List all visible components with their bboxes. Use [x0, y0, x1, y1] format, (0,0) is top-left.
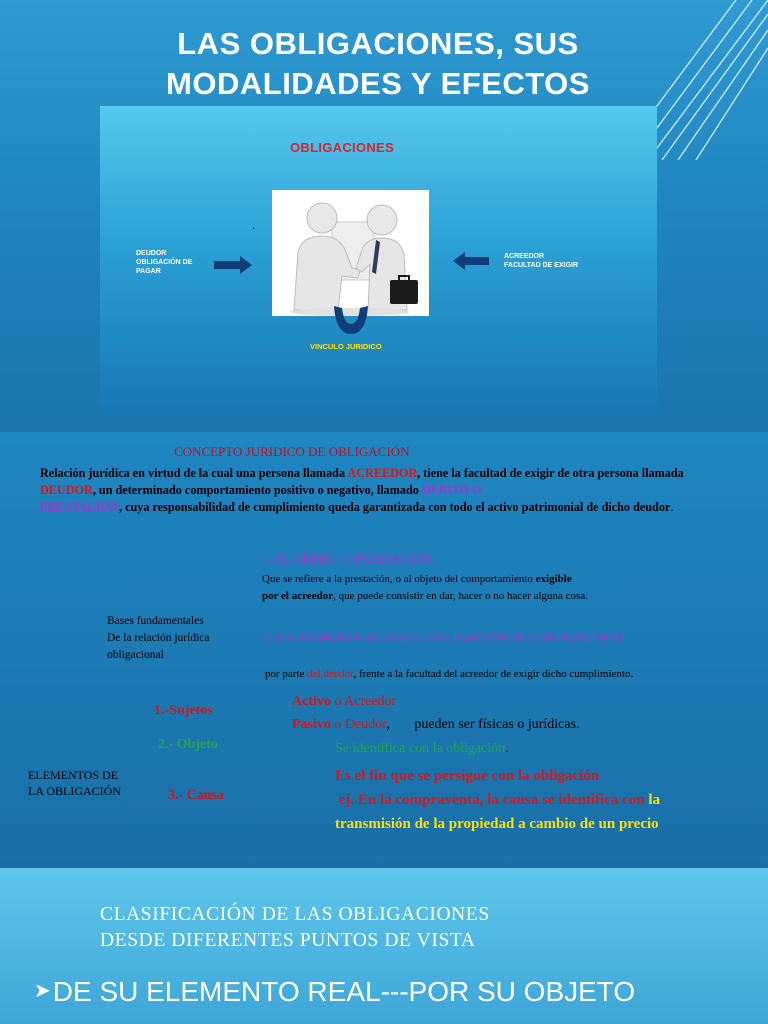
- objeto-label: 2.- Objeto: [158, 737, 218, 752]
- resp-text-part: , frente a la facultad del acreedor de exigir dicho cumplimiento.: [353, 668, 634, 680]
- acreedor-label: [504, 252, 578, 270]
- resp-text-part: por parte: [265, 668, 308, 680]
- obligaciones-diagram: [100, 106, 657, 416]
- acreedor-term: ACREEDOR: [347, 466, 418, 480]
- slide-1: [0, 0, 768, 432]
- acreedor-line: FACULTAD DE EXIGIR: [504, 262, 579, 269]
- responsabilidad-title: 2.-LA RESPONSABILIDAD U OBLIGACIÓN DE CUMPLIMIENTO: [265, 631, 625, 645]
- deudor-line: PAGAR: [136, 268, 161, 275]
- deudor-term: DEUDOR: [40, 483, 93, 497]
- pasivo-deudor: o Deudor: [330, 717, 387, 732]
- concepto-period: .: [670, 500, 674, 514]
- concepto-text: , un determinado comportamiento positivo o negativo, llamado: [92, 483, 422, 497]
- clasificacion-line: CLASIFICACIÓN DE LAS OBLIGACIONES: [100, 904, 490, 925]
- objeto-period: .: [505, 741, 509, 756]
- exigible-term: exigible: [535, 573, 572, 585]
- debito-term: DÉBITO O: [421, 483, 482, 497]
- title-line-1: LAS OBLIGACIONES, SUS: [177, 26, 579, 61]
- slide-title: [100, 24, 656, 104]
- bases-line: De la relación jurídica: [107, 632, 210, 644]
- objeto-desc-text: Se identifica con la obligación: [335, 741, 506, 756]
- curved-arrow-icon: [330, 304, 372, 338]
- chevron-right-icon: ➤: [34, 980, 51, 1002]
- causa-description-3: transmisión de la propiedad a cambio de un precio: [335, 816, 659, 832]
- debito-text-part: Que se refiere a la prestación, o al objeto del comportamiento: [262, 573, 536, 585]
- causa-description-2: [335, 792, 660, 809]
- debito-text-part: , que puede consistir en dar, hacer o no hacer alguna cosa.: [333, 590, 588, 602]
- sujetos-label: 1.-Sujetos: [154, 703, 213, 718]
- slide-3: [0, 868, 768, 1024]
- causa-description-1: Es el fin que se persigue con la obligación: [335, 768, 600, 784]
- bases-fundamentales: [107, 613, 210, 664]
- concepto-text: , cuya responsabilidad de cumplimiento queda garantizada con todo el activo patrimonial de dicho deudor: [119, 500, 671, 514]
- por-el-acreedor-term: por el acreedor: [262, 590, 334, 602]
- handshake-image: [272, 190, 429, 316]
- pasivo-rest: , pueden ser físicas o jurídicas.: [386, 717, 580, 732]
- vinculo-juridico-label: VINCULO JURIDICO: [310, 342, 382, 351]
- prestacion-term: PRESTACIÓN: [40, 500, 120, 514]
- slide-2: [0, 432, 768, 868]
- elementos-label: [28, 767, 121, 799]
- objeto-description: [335, 741, 509, 757]
- activo-term: Activo: [292, 694, 331, 709]
- deudor-line: OBLIGACIÓN DE: [136, 259, 193, 266]
- debito-text: [262, 571, 732, 605]
- causa-desc2-red: ej. En la compraventa, la causa se identifica con: [335, 792, 649, 808]
- bullet-item: [34, 976, 635, 1008]
- arrow-right-icon: [214, 256, 252, 274]
- clasificacion-title: [100, 902, 490, 954]
- del-deudor-term: del deudor: [307, 668, 354, 680]
- concepto-title: CONCEPTO JURIDICO DE OBLIGACIÓN: [174, 444, 410, 459]
- bases-line: Bases fundamentales: [107, 615, 204, 627]
- concepto-text: Relación jurídica en virtud de la cual una persona llamada: [40, 466, 348, 480]
- title-line-2: MODALIDADES Y EFECTOS: [166, 66, 590, 101]
- concepto-text: , tiene la facultad de exigir de otra persona llamada: [417, 466, 684, 480]
- corner-stripes-decoration: [648, 0, 768, 160]
- clasificacion-line: DESDE DIFERENTES PUNTOS DE VISTA: [100, 930, 476, 951]
- elementos-line: ELEMENTOS DE: [28, 768, 119, 782]
- bases-line: obligacional: [107, 649, 164, 661]
- diagram-title: OBLIGACIONES: [290, 140, 394, 155]
- activo-rest: o Acreedor: [330, 694, 397, 709]
- debito-title: 1.-EL DÉBITO O PRESTACIÓN.: [262, 552, 434, 566]
- responsabilidad-text: [265, 666, 735, 683]
- handshake-figures-icon: [272, 190, 429, 316]
- deudor-label: [136, 249, 192, 276]
- causa-label: 3.- Causa: [168, 788, 225, 803]
- causa-desc2-yellow: la: [648, 792, 660, 808]
- pasivo-line: [292, 717, 580, 733]
- pasivo-term: Pasivo: [292, 717, 331, 732]
- elementos-line: LA OBLIGACIÓN: [28, 784, 121, 798]
- diagram-dot: .: [252, 218, 256, 232]
- activo-line: [292, 694, 396, 710]
- acreedor-line: ACREEDOR: [504, 253, 545, 260]
- arrow-left-icon: [453, 252, 489, 270]
- deudor-line: DEUDOR: [136, 250, 167, 257]
- bullet-text: DE SU ELEMENTO REAL---POR SU OBJETO: [52, 976, 636, 1007]
- concepto-paragraph: [40, 465, 716, 516]
